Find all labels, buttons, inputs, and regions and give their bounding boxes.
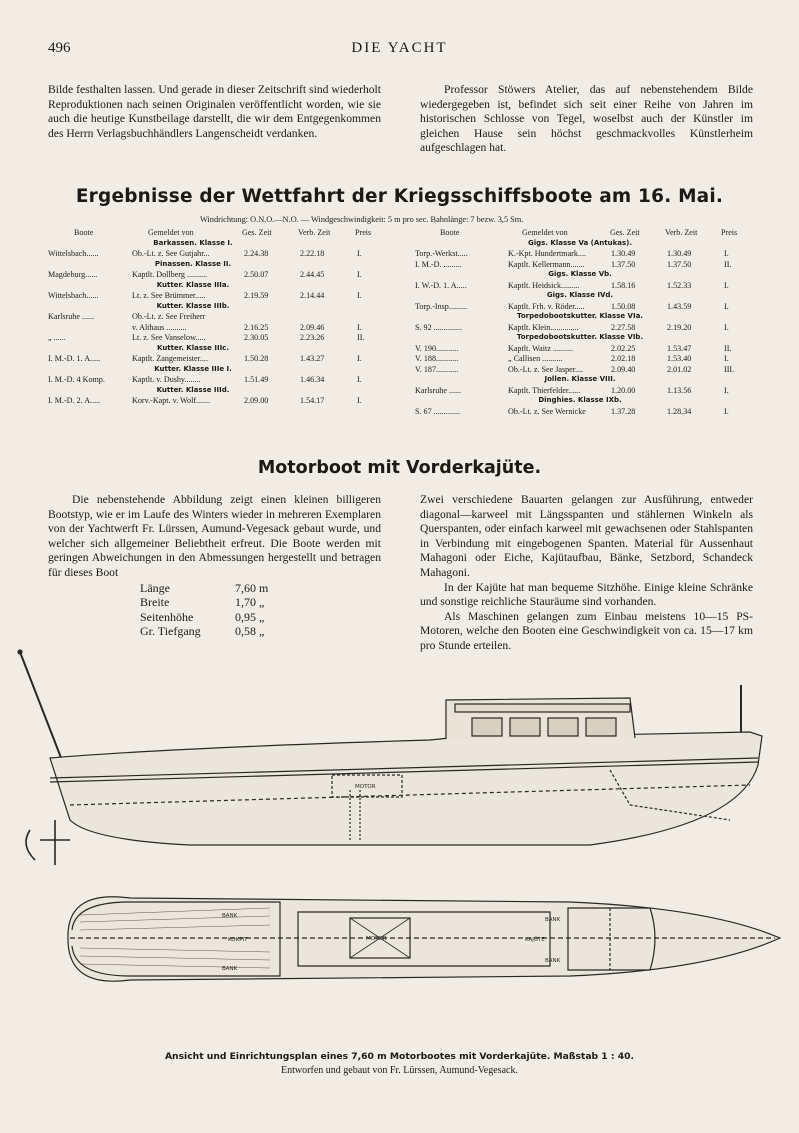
corrected-time-cell: 1.53.47 [667, 343, 692, 353]
table-row [415, 260, 755, 271]
boat-cell: Magdeburg...... [48, 270, 98, 279]
boat-cell: Torp.-Insp......... [415, 301, 468, 311]
dimension-row [48, 581, 381, 596]
article-left-column [48, 493, 381, 654]
total-time-cell: 1.51.49 [244, 375, 269, 384]
col-header-boote: Boote [440, 228, 460, 237]
class-heading-row [48, 386, 386, 397]
corrected-time-cell: 1.43.27 [300, 354, 325, 363]
propeller-rudder [26, 820, 70, 865]
table-header-row [415, 228, 755, 239]
prize-cell: I. [724, 354, 729, 363]
table-row [48, 396, 386, 407]
article-title: Motorboot mit Vorderkajüte. [257, 458, 542, 478]
skipper-cell: Lt. z. See Brümmer..... [132, 291, 206, 300]
corrected-time-cell: 2.19.20 [667, 322, 692, 332]
boat-cell: I. W.-D. 1. A..... [415, 280, 467, 290]
class-heading: Gigs. Klasse Va (Antukas). [527, 238, 633, 247]
class-heading: Torpedobootskutter. Klasse VIb. [516, 333, 644, 341]
class-heading-row [48, 365, 386, 376]
article-right-p3: Als Maschinen gelangen zum Einbau meistens 10—15 PS-Motoren, welche den Booten eine Geschwindigkeit von ca. 15—17 km pro Stunde erteilen. [420, 609, 753, 652]
class-heading: Kutter. Klasse IIIa. [156, 280, 230, 289]
skipper-cell: Kaptlt. Zangemeister.... [132, 354, 208, 363]
prize-cell: I. [724, 301, 729, 311]
skipper-cell: „ Callisen .......... [508, 354, 563, 363]
dimensions-list [48, 581, 381, 639]
figure-caption [0, 1050, 799, 1078]
col-header-gemeldet: Gemeldet von [148, 228, 194, 237]
class-heading: Dinghies. Klasse IXb. [538, 396, 622, 404]
corrected-time-cell: 2.44.45 [300, 270, 325, 279]
class-heading-row [415, 291, 755, 302]
total-time-cell: 2.24.38 [244, 249, 269, 258]
skipper-cell: Kaptlt. Kellermann....... [508, 259, 585, 269]
corrected-time-cell: 1.43.59 [667, 301, 692, 311]
flagstaff [20, 652, 65, 768]
running-title: DIE YACHT [351, 40, 448, 56]
skipper-cell: Ob.-Lt. z. See Jasper.... [508, 364, 584, 374]
total-time-cell: 2.50.07 [244, 270, 269, 279]
skipper-cell: Lt. z. See Vanselow..... [132, 333, 206, 342]
porthole-4 [586, 718, 616, 736]
total-time-cell: 1.20.00 [611, 385, 636, 395]
table-header-row [48, 228, 386, 239]
total-time-cell: 2.30.05 [244, 333, 269, 342]
dimension-label: Länge [140, 580, 170, 595]
class-heading-row [415, 312, 755, 323]
col-header-preis: Preis [721, 228, 738, 237]
table-row [415, 386, 755, 397]
side-elevation [18, 650, 762, 865]
table-row [415, 407, 755, 418]
boat-cell: Karlsruhe ...... [48, 312, 95, 321]
corrected-time-cell: 1.28.34 [667, 406, 692, 416]
boat-cell: Karlsruhe ...... [415, 385, 462, 395]
dimension-row [48, 624, 381, 639]
boat-cell: „ ...... [48, 333, 66, 342]
dimension-value: 7,60 m [235, 580, 269, 595]
table-row [415, 249, 755, 260]
total-time-cell: 1.30.49 [611, 249, 636, 258]
class-heading-row [415, 333, 755, 344]
corrected-time-cell: 2.01.02 [667, 364, 692, 374]
class-heading-row [48, 260, 386, 271]
table-row [415, 365, 755, 376]
class-heading: Kutter. Klasse IIIe I. [154, 364, 232, 373]
deck-outline [68, 897, 780, 981]
prize-cell: I. [357, 322, 362, 332]
caption-line-1: Ansicht und Einrichtungsplan eines 7,60 m Motorbootes mit Vorderkajüte. Maßstab 1 : 40. [164, 1051, 635, 1062]
boat-cell: Wittelsbach...... [48, 249, 99, 258]
corrected-time-cell: 1.13.56 [667, 385, 692, 395]
class-heading: Torpedobootskutter. Klasse VIa. [517, 312, 643, 320]
table-row [415, 281, 755, 292]
motor-label-side: MOTOR [355, 784, 376, 790]
corrected-time-cell: 1.53.40 [667, 354, 692, 363]
page-number: 496 [48, 40, 71, 56]
boat-cell: V. 187........... [415, 364, 459, 374]
prize-cell: III. [724, 364, 735, 374]
class-heading: Kutter. Klasse IIIc. [157, 343, 229, 352]
class-heading: Gigs. Klasse IVd. [546, 291, 614, 299]
skipper-cell: Ob.-Lt. z. See Freiherr [132, 312, 206, 321]
prize-cell: II. [724, 259, 732, 269]
class-heading-row [48, 302, 386, 313]
class-heading: Kutter. Klasse IIIb. [156, 301, 230, 310]
table-row [48, 312, 386, 323]
prize-cell: I. [724, 249, 729, 258]
porthole-2 [510, 718, 540, 736]
table-row [48, 323, 386, 334]
prize-cell: I. [357, 396, 362, 405]
class-heading-row [48, 344, 386, 355]
corrected-time-cell: 2.14.44 [300, 291, 325, 300]
boat-cell: I. M.-D. 1. A..... [48, 354, 101, 363]
total-time-cell: 1.50.08 [611, 301, 636, 311]
skipper-cell: Korv.-Kapt. v. Wolf....... [132, 396, 211, 405]
skipper-cell: Kaptlt. Waitz .......... [508, 343, 574, 353]
prize-cell: II. [357, 333, 365, 342]
kajuete-label: KAJÜTE [525, 937, 545, 943]
corrected-time-cell: 2.23.26 [300, 333, 325, 342]
corrected-time-cell: 1.46.34 [300, 375, 325, 384]
prize-cell: II. [724, 343, 732, 353]
skipper-cell: Kaptlt. Heidsick......... [508, 280, 580, 290]
dimension-value: 1,70 „ [235, 595, 265, 610]
class-heading-row [415, 239, 755, 250]
boat-cell: I. M.-D. 2. A..... [48, 396, 101, 405]
skipper-cell: Ob.-Lt. z. See Wernicke [508, 406, 586, 416]
intro-section [48, 83, 753, 156]
class-heading: Jollen. Klasse VIII. [544, 375, 616, 383]
col-header-verb-zeit: Verb. Zeit [298, 228, 331, 237]
article-right-p1: Zwei verschiedene Bauarten gelangen zur Ausführung, entweder diagonal—karweel mit Längsspanten und stählernen Winkeln als Querspanten, oder einfach karweel mit gewachsenen oder Stahlspanten in Verbindung mit eingebogenen Spanten. Material für Aussenhaut Mahagoni oder Eiche, Kajütaufbau, Bänke, Setzbord, Schandeck Mahagoni. [420, 493, 753, 579]
results-table-left [48, 228, 386, 407]
skipper-cell: v. Althaus .......... [132, 322, 187, 332]
col-header-preis: Preis [355, 228, 372, 237]
intro-right-text: Professor Stöwers Atelier, das auf nebenstehendem Bilde wiedergegeben ist, befindet sich seit einer Reihe von Jahren im historischen Schlosse von Tegel, woselbst auch der Künstler im gleichen Hause sein höchst geschmackvolles Künstlerheim aufgeschlagen hat. [420, 83, 753, 155]
skipper-cell: Kaptlt. Dollberg .......... [132, 270, 208, 279]
prize-cell: I. [724, 385, 729, 395]
table-row [48, 249, 386, 260]
corrected-time-cell: 2.22.18 [300, 249, 325, 258]
skipper-cell: Kaptlt. Thierfelder...... [508, 385, 581, 395]
intro-left-column [48, 83, 381, 156]
prize-cell: I. [357, 291, 362, 300]
col-header-ges-zeit: Ges. Zeit [610, 228, 640, 237]
total-time-cell: 2.16.25 [244, 322, 269, 332]
corrected-time-cell: 1.30.49 [667, 249, 692, 258]
bank-label-4: BANK [545, 958, 561, 964]
kokpit-label: KOKPIT [228, 937, 248, 943]
boat-cell: Wittelsbach...... [48, 291, 99, 300]
bank-label-3: BANK [545, 917, 561, 923]
motor-label-plan: MOTOR [366, 936, 387, 942]
prize-cell: I. [357, 354, 362, 363]
total-time-cell: 2.19.59 [244, 291, 269, 300]
dimension-row [48, 595, 381, 610]
table-row [415, 344, 755, 355]
prize-cell: I. [357, 249, 362, 258]
table-row [415, 323, 755, 334]
boat-cell: Torp.-Werkst..... [415, 249, 468, 258]
dimension-row [48, 610, 381, 625]
boat-cell: I. M.-D. ......... [415, 259, 462, 269]
wind-info: Windrichtung: O.N.O.—N.O. — Windgeschwindigkeit: 5 m pro sec. Bahnlänge: 7 bezw. 3,5 Sm. [200, 215, 524, 224]
class-heading: Pinassen. Klasse II. [154, 259, 232, 268]
results-title: Ergebnisse der Wettfahrt der Kriegsschiffsboote am 16. Mai. [75, 186, 724, 207]
article-right-p2: In der Kajüte hat man bequeme Sitzhöhe. Einige kleine Schränke und sonstige reichliche Stauräume sind vorhanden. [420, 580, 753, 609]
class-heading-row [48, 281, 386, 292]
prize-cell: I. [724, 322, 729, 332]
boat-drawing [10, 640, 790, 1045]
col-header-ges-zeit: Ges. Zeit [242, 228, 272, 237]
skipper-cell: Ob.-Lt. z. See Gutjahr... [132, 249, 210, 258]
class-heading: Barkassen. Klasse I. [153, 238, 233, 247]
boat-cell: V. 188........... [415, 354, 459, 363]
class-heading-row [415, 396, 755, 407]
porthole-3 [548, 718, 578, 736]
table-row [48, 375, 386, 386]
skipper-cell: K.-Kpt. Hundertmark.... [508, 249, 586, 258]
total-time-cell: 2.09.00 [244, 396, 269, 405]
table-row [415, 302, 755, 313]
corrected-time-cell: 1.54.17 [300, 396, 325, 405]
total-time-cell: 2.02.18 [611, 354, 636, 363]
dimension-value: 0,58 „ [235, 624, 265, 639]
skipper-cell: Kaptlt. Frh. v. Röder..... [508, 301, 585, 311]
table-row [48, 333, 386, 344]
total-time-cell: 1.37.28 [611, 406, 636, 416]
dimension-value: 0,95 „ [235, 609, 265, 624]
flagstaff-top [18, 650, 22, 654]
intro-left-text: Bilde festhalten lassen. Und gerade in dieser Zeitschrift sind wiederholt Reproduktionen nach seinen Originalen veröffentlicht worden, wie sie auch die heutige Kunstbeilage darstellt, die wir dem Entgegenkommen des Herrn Verlagsbuchhändlers Langenscheidt verdanken. [48, 83, 381, 140]
table-row [48, 354, 386, 365]
corrected-time-cell: 1.37.50 [667, 259, 692, 269]
plan-view [68, 897, 780, 981]
corrected-time-cell: 2.09.46 [300, 322, 325, 332]
total-time-cell: 2.09.40 [611, 364, 636, 374]
total-time-cell: 1.37.50 [611, 259, 636, 269]
col-header-verb-zeit: Verb. Zeit [665, 228, 698, 237]
dimension-label: Breite [140, 595, 170, 610]
col-header-boote: Boote [74, 228, 94, 237]
article-right-column [420, 493, 753, 654]
total-time-cell: 2.02.25 [611, 343, 636, 353]
corrected-time-cell: 1.52.33 [667, 280, 692, 290]
prize-cell: I. [357, 375, 362, 384]
results-table-right [415, 228, 755, 417]
caption-line-2: Entworfen und gebaut von Fr. Lürssen, Aumund-Vegesack. [281, 1065, 518, 1076]
prize-cell: I. [724, 280, 729, 290]
article-body [48, 493, 753, 654]
skipper-cell: Kaptlt. Klein.............. [508, 322, 579, 332]
bank-label-2: BANK [222, 966, 238, 972]
table-row [48, 291, 386, 302]
cabin-roof [455, 704, 630, 712]
class-heading: Kutter. Klasse IIId. [156, 385, 230, 394]
total-time-cell: 1.50.28 [244, 354, 269, 363]
prize-cell: I. [357, 270, 362, 279]
class-heading-row [48, 239, 386, 250]
boat-cell: V. 190........... [415, 343, 459, 353]
class-heading-row [415, 270, 755, 281]
boat-cell: S. 92 .............. [415, 322, 462, 332]
article-left-text: Die nebenstehende Abbildung zeigt einen kleinen billigeren Bootstyp, wie er im Laufe des Winters wieder in mehreren Exemplaren von der Yachtwerft Fr. Lürssen, Aumund-Vegesack gebaut wurde, und welcher sich allgemeiner Beliebtheit erfreut. Die Boote werden mit geringen Abweichungen in den Abmessungen hergestellt und betragen für dieses Boot [48, 493, 381, 579]
col-header-gemeldet: Gemeldet von [522, 228, 568, 237]
table-row [48, 270, 386, 281]
total-time-cell: 1.58.16 [611, 280, 636, 290]
total-time-cell: 2.27.58 [611, 322, 636, 332]
boat-cell: S. 67 ............. [415, 406, 460, 416]
boat-cell: I. M.-D. 4 Komp. [48, 375, 105, 384]
hull-outline [50, 732, 762, 845]
class-heading: Gigs. Klasse Vb. [548, 270, 612, 278]
dimension-label: Gr. Tiefgang [140, 624, 201, 639]
table-row [415, 354, 755, 365]
class-heading-row [415, 375, 755, 386]
skipper-cell: Kaptlt. v. Dushy........ [132, 375, 201, 384]
prize-cell: I. [724, 406, 729, 416]
page-header [48, 40, 751, 62]
dimension-label: Seitenhöhe [140, 609, 194, 624]
porthole-1 [472, 718, 502, 736]
intro-right-column [420, 83, 753, 156]
bank-label-1: BANK [222, 913, 238, 919]
